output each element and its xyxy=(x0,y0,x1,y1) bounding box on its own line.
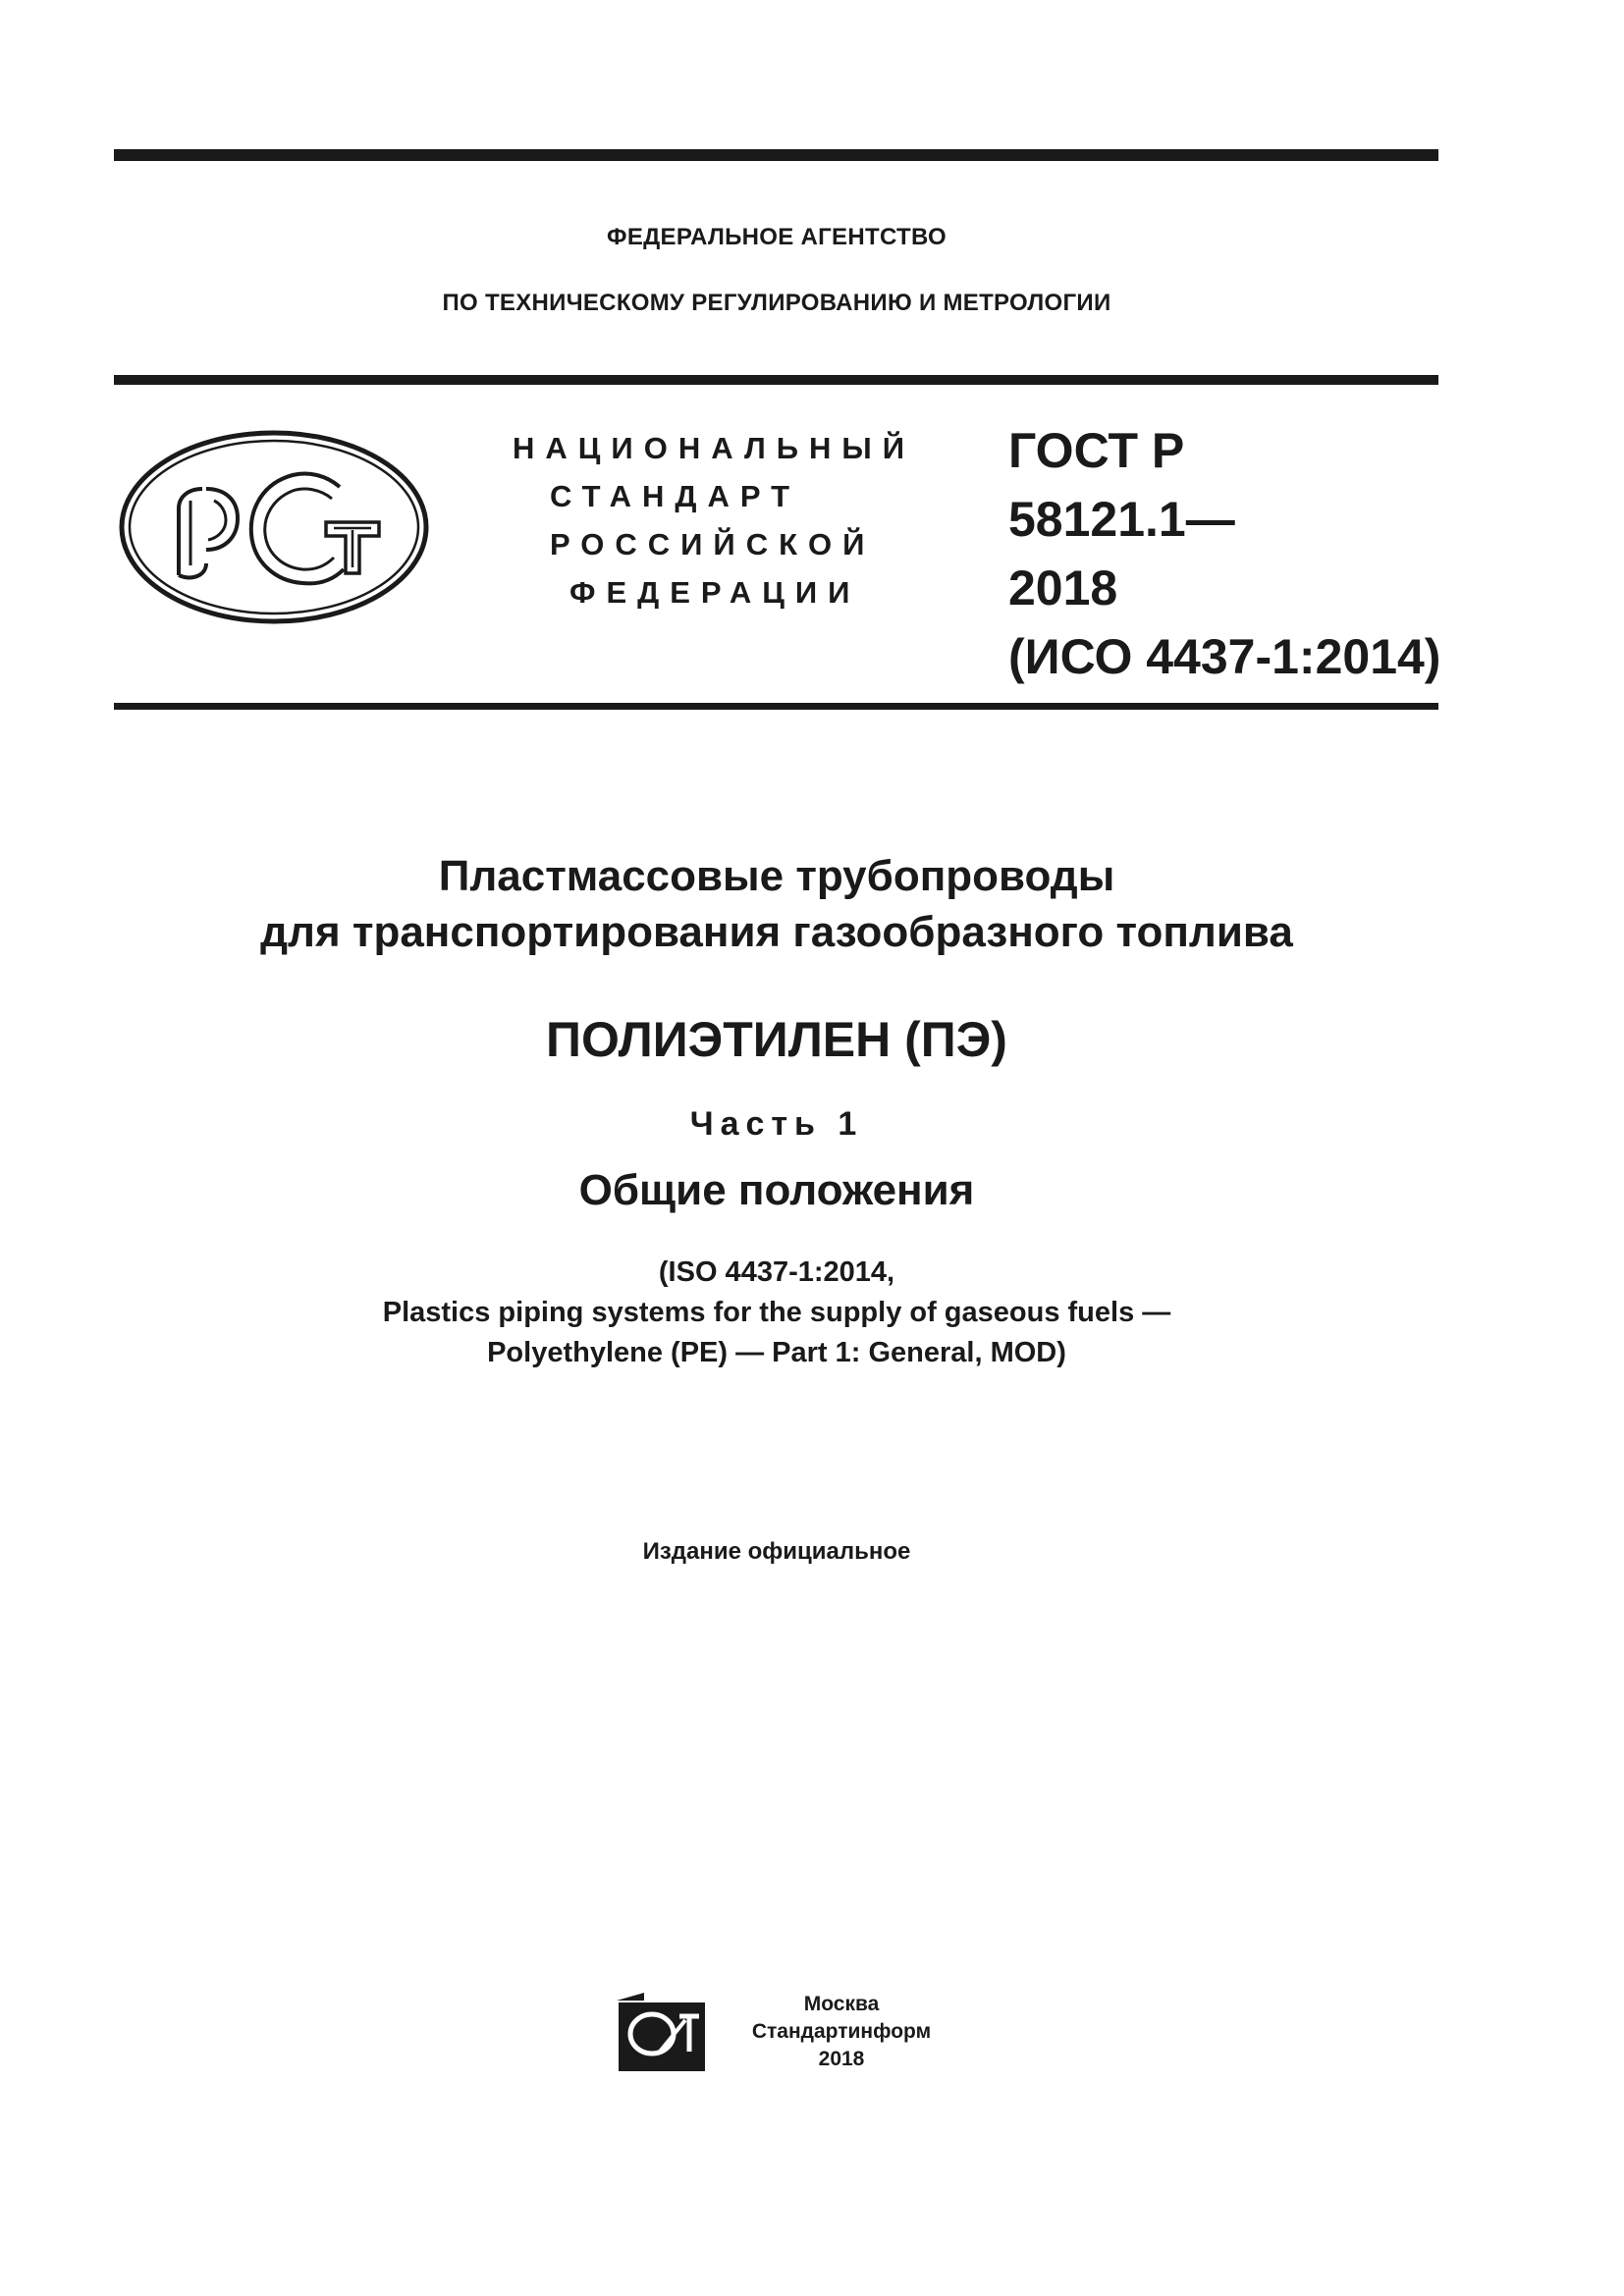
iso-reference-line-1: (ISO 4437-1:2014, xyxy=(658,1256,895,1288)
header-bottom-rule xyxy=(114,703,1438,710)
standard-designation xyxy=(1008,416,1440,691)
designation-line-3: 2018 xyxy=(1008,561,1118,615)
title-line-1: Пластмассовые трубопроводы xyxy=(438,852,1115,900)
designation-line-1: ГОСТ Р xyxy=(1008,423,1185,478)
title-line-2: для транспортирования газообразного топлива xyxy=(260,908,1293,956)
standard-type-line-2: СТАНДАРТ xyxy=(550,479,801,513)
rst-certification-mark-icon xyxy=(116,428,432,626)
standard-type-line-4: ФЕДЕРАЦИИ xyxy=(569,575,861,610)
standartinform-logo-icon xyxy=(615,1991,709,2073)
agency-name-line-1: ФЕДЕРАЛЬНОЕ АГЕНТСТВО xyxy=(607,224,947,250)
material-heading: ПОЛИЭТИЛЕН (ПЭ) xyxy=(546,1012,1007,1067)
publisher-imprint xyxy=(729,1991,954,2073)
header-rule xyxy=(114,375,1438,385)
publisher-name: Стандартинформ xyxy=(751,2020,932,2043)
agency-name-line-2: ПО ТЕХНИЧЕСКОМУ РЕГУЛИРОВАНИЮ И МЕТРОЛОГИИ xyxy=(442,290,1111,316)
top-rule xyxy=(114,149,1438,161)
iso-reference-line-3: Polyethylene (PE) — Part 1: General, MOD) xyxy=(487,1337,1066,1368)
publisher-city: Москва xyxy=(803,1993,880,2015)
part-subject: Общие положения xyxy=(578,1166,975,1214)
designation-line-2: 58121.1— xyxy=(1008,492,1235,547)
edition-note: Издание официальное xyxy=(642,1538,911,1565)
standard-type-line-3: РОССИЙСКОЙ xyxy=(550,527,876,561)
designation-line-4: (ИСО 4437-1:2014) xyxy=(1008,629,1441,684)
publisher-year: 2018 xyxy=(818,2048,865,2070)
standard-type-line-1: НАЦИОНАЛЬНЫЙ xyxy=(513,431,916,465)
part-number: Часть 1 xyxy=(689,1105,864,1143)
iso-reference-line-2: Plastics piping systems for the supply of gaseous fuels — xyxy=(382,1297,1171,1328)
standard-type xyxy=(491,424,933,616)
